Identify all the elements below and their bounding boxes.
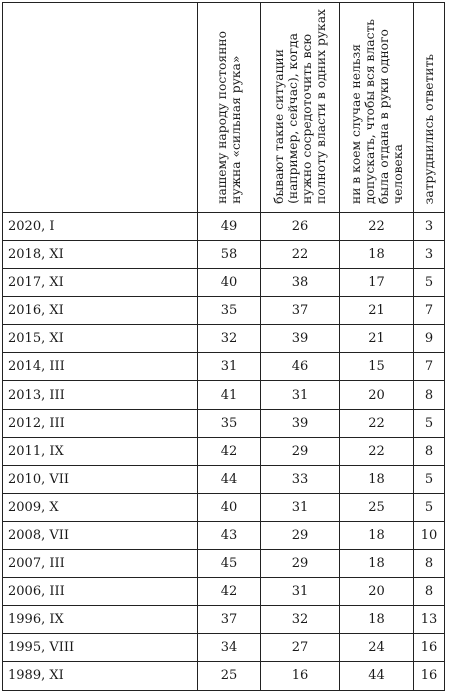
row-date-cell: 1989, XI <box>3 662 198 690</box>
value-cell-a: 43 <box>198 521 261 549</box>
row-date-cell: 1996, IX <box>3 606 198 634</box>
header-line: бывают такие ситуации <box>272 49 286 204</box>
table-row <box>3 409 445 437</box>
value-cell-a: 42 <box>198 578 261 606</box>
value-cell-c: 44 <box>340 662 414 690</box>
value-cell-a: 35 <box>198 409 261 437</box>
header-line: (например, сейчас), когда <box>286 33 300 204</box>
value-cell-c: 21 <box>340 325 414 353</box>
value-cell-c: 18 <box>340 606 414 634</box>
table-row <box>3 606 445 634</box>
value-cell-d: 3 <box>414 212 445 240</box>
value-cell-b: 29 <box>261 437 340 465</box>
table-row <box>3 550 445 578</box>
value-cell-a: 40 <box>198 493 261 521</box>
row-date-cell: 2009, X <box>3 493 198 521</box>
value-cell-d: 8 <box>414 381 445 409</box>
value-cell-b: 31 <box>261 493 340 521</box>
value-cell-a: 45 <box>198 550 261 578</box>
value-cell-a: 31 <box>198 353 261 381</box>
value-cell-b: 26 <box>261 212 340 240</box>
header-line: была отдана в руки одного <box>376 28 391 204</box>
value-cell-a: 41 <box>198 381 261 409</box>
header-strong-hand <box>198 3 261 213</box>
table-row <box>3 493 445 521</box>
table-row <box>3 437 445 465</box>
value-cell-b: 38 <box>261 269 340 297</box>
header-concentrate-power <box>261 3 340 213</box>
value-cell-b: 27 <box>261 634 340 662</box>
header-empty-cell <box>3 3 198 213</box>
header-never-one-person-text <box>349 19 405 204</box>
row-date-cell: 2018, XI <box>3 241 198 269</box>
header-never-one-person <box>340 3 414 213</box>
value-cell-c: 18 <box>340 241 414 269</box>
header-line: нужно сосредоточить всю <box>300 33 314 204</box>
value-cell-c: 18 <box>340 521 414 549</box>
value-cell-d: 16 <box>414 634 445 662</box>
value-cell-b: 32 <box>261 606 340 634</box>
table-row <box>3 212 445 240</box>
value-cell-a: 25 <box>198 662 261 690</box>
value-cell-c: 18 <box>340 465 414 493</box>
row-date-cell: 2010, VII <box>3 465 198 493</box>
value-cell-a: 34 <box>198 634 261 662</box>
table-row <box>3 465 445 493</box>
value-cell-c: 20 <box>340 578 414 606</box>
table-row <box>3 325 445 353</box>
value-cell-a: 32 <box>198 325 261 353</box>
table-row <box>3 297 445 325</box>
row-date-cell: 1995, VIII <box>3 634 198 662</box>
header-concentrate-power-text <box>272 9 328 204</box>
value-cell-c: 25 <box>340 493 414 521</box>
value-cell-a: 44 <box>198 465 261 493</box>
value-cell-b: 37 <box>261 297 340 325</box>
value-cell-a: 42 <box>198 437 261 465</box>
header-line: полноту власти в одних руках <box>314 9 328 204</box>
value-cell-c: 22 <box>340 212 414 240</box>
row-date-cell: 2020, I <box>3 212 198 240</box>
table-row <box>3 634 445 662</box>
row-date-cell: 2016, XI <box>3 297 198 325</box>
header-hard-to-answer <box>414 3 445 213</box>
header-line: затруднились ответить <box>422 53 436 204</box>
row-date-cell: 2008, VII <box>3 521 198 549</box>
value-cell-d: 5 <box>414 493 445 521</box>
value-cell-c: 24 <box>340 634 414 662</box>
value-cell-d: 8 <box>414 550 445 578</box>
value-cell-b: 29 <box>261 521 340 549</box>
value-cell-a: 35 <box>198 297 261 325</box>
value-cell-b: 39 <box>261 409 340 437</box>
row-date-cell: 2017, XI <box>3 269 198 297</box>
value-cell-b: 29 <box>261 550 340 578</box>
value-cell-d: 16 <box>414 662 445 690</box>
header-line: нашему народу постоянно <box>215 31 229 204</box>
value-cell-b: 31 <box>261 381 340 409</box>
value-cell-b: 39 <box>261 325 340 353</box>
value-cell-a: 58 <box>198 241 261 269</box>
value-cell-d: 10 <box>414 521 445 549</box>
table-row <box>3 353 445 381</box>
value-cell-c: 20 <box>340 381 414 409</box>
header-hard-to-answer-text <box>422 54 436 204</box>
value-cell-c: 18 <box>340 550 414 578</box>
value-cell-d: 13 <box>414 606 445 634</box>
value-cell-b: 16 <box>261 662 340 690</box>
value-cell-b: 31 <box>261 578 340 606</box>
value-cell-b: 46 <box>261 353 340 381</box>
value-cell-d: 9 <box>414 325 445 353</box>
header-line: ни в коем случае нельзя <box>348 43 363 204</box>
value-cell-b: 22 <box>261 241 340 269</box>
header-line: человека <box>390 144 405 204</box>
table-row <box>3 241 445 269</box>
table-body <box>3 212 445 690</box>
value-cell-c: 22 <box>340 409 414 437</box>
value-cell-c: 21 <box>340 297 414 325</box>
table-row <box>3 269 445 297</box>
value-cell-d: 8 <box>414 578 445 606</box>
row-date-cell: 2012, III <box>3 409 198 437</box>
header-row <box>3 3 445 213</box>
value-cell-a: 49 <box>198 212 261 240</box>
row-date-cell: 2014, III <box>3 353 198 381</box>
table-row <box>3 578 445 606</box>
poll-results-table <box>2 2 445 691</box>
value-cell-a: 40 <box>198 269 261 297</box>
value-cell-a: 37 <box>198 606 261 634</box>
value-cell-c: 17 <box>340 269 414 297</box>
value-cell-c: 22 <box>340 437 414 465</box>
value-cell-d: 5 <box>414 269 445 297</box>
value-cell-d: 8 <box>414 437 445 465</box>
value-cell-d: 7 <box>414 353 445 381</box>
value-cell-d: 5 <box>414 465 445 493</box>
row-date-cell: 2013, III <box>3 381 198 409</box>
table-row <box>3 662 445 690</box>
row-date-cell: 2007, III <box>3 550 198 578</box>
value-cell-c: 15 <box>340 353 414 381</box>
value-cell-d: 7 <box>414 297 445 325</box>
row-date-cell: 2015, XI <box>3 325 198 353</box>
value-cell-d: 3 <box>414 241 445 269</box>
value-cell-b: 33 <box>261 465 340 493</box>
table-row <box>3 381 445 409</box>
header-line: допускать, чтобы вся власть <box>362 18 377 204</box>
header-line: нужна «сильная рука» <box>229 55 243 204</box>
value-cell-d: 5 <box>414 409 445 437</box>
row-date-cell: 2006, III <box>3 578 198 606</box>
row-date-cell: 2011, IX <box>3 437 198 465</box>
header-strong-hand-text <box>215 31 243 204</box>
table-row <box>3 521 445 549</box>
